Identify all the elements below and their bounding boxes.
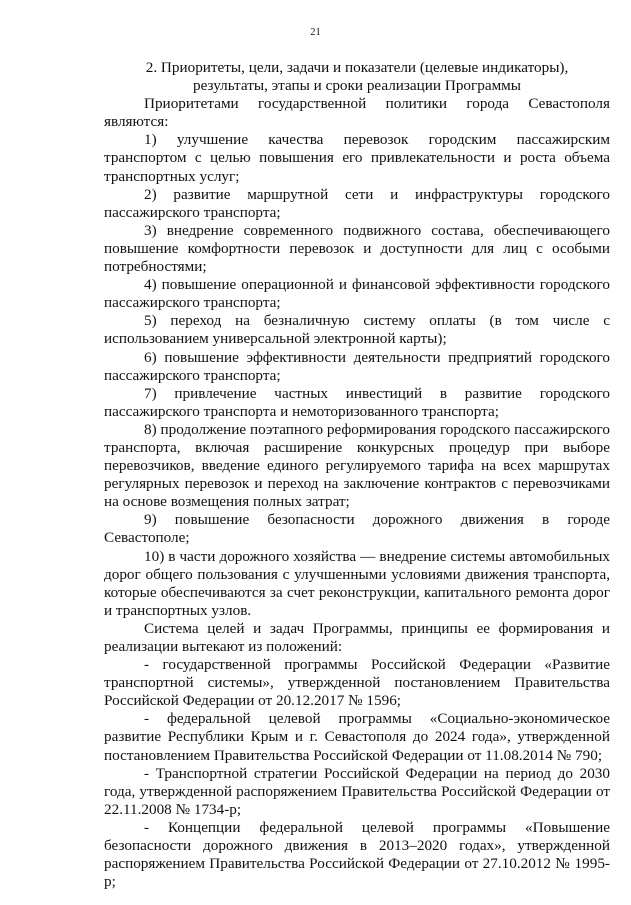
priority-item-3: 3) внедрение современного подвижного состава, обеспечивающего повышение комфортности перевозок и доступности для лиц с особыми потребностями; xyxy=(104,221,610,276)
priority-item-10: 10) в части дорожного хозяйства — внедрение системы автомобильных дорог общего пользования с улучшенными условиями движения транспорта, которые обеспечиваются за счет реконструкции, капитального ремонта дорог и транспортных узлов. xyxy=(104,547,610,619)
priority-item-7: 7) привлечение частных инвестиций в развитие городского пассажирского транспорта и немоторизованного транспорта; xyxy=(104,384,610,420)
priority-item-6: 6) повышение эффективности деятельности предприятий городского пассажирского транспорта; xyxy=(104,348,610,384)
page-number: 21 xyxy=(310,27,321,38)
source-item-4: - Концепции федеральной целевой программы «Повышение безопасности дорожного движения в 2013–2020 годах», утвержденной распоряжением Правительства Российской Федерации от 27.10.2012 № 1995-р; xyxy=(104,818,610,891)
section-heading-line-1: 2. Приоритеты, цели, задачи и показатели (целевые индикаторы), xyxy=(145,59,569,76)
priority-item-5: 5) переход на безналичную систему оплаты (в том числе с использованием универсальной электронной карты); xyxy=(104,312,610,348)
priority-item-4: 4) повышение операционной и финансовой эффективности городского пассажирского транспорта; xyxy=(104,276,610,312)
priority-item-8: 8) продолжение поэтапного реформирования городского пассажирского транспорта, включая расширение конкурсных процедур при выборе перевозчиков, введение единого регулируемого тарифа на всех маршрутах регулярных перевозок и переход на заключение контрактов с перевозчиками на основе возмещения полных затрат; xyxy=(104,420,610,511)
source-item-2: - федеральной целевой программы «Социально-экономическое развитие Республики Крым и г. Севастополя до 2024 года», утвержденной постановлением Правительства Российской Федерации от 11.08.2014 № 790; xyxy=(104,710,610,764)
priorities-intro: Приоритетами государственной политики города Севастополя являются: xyxy=(104,95,610,131)
page-content xyxy=(104,59,610,891)
priority-item-2: 2) развитие маршрутной сети и инфраструктуры городского пассажирского транспорта; xyxy=(104,185,610,221)
section-heading-line-2: результаты, этапы и сроки реализации Программы xyxy=(193,77,521,95)
priority-item-1: 1) улучшение качества перевозок городским пассажирским транспортом с целью повышения его привлекательности и роста объема транспортных услуг; xyxy=(104,131,610,185)
source-item-1: - государственной программы Российской Федерации «Развитие транспортной системы», утвержденной постановлением Правительства Российской Федерации от 20.12.2017 № 1596; xyxy=(104,656,610,710)
system-intro: Система целей и задач Программы, принципы ее формирования и реализации вытекают из положений: xyxy=(104,619,610,655)
source-item-3: - Транспортной стратегии Российской Федерации на период до 2030 года, утвержденной распоряжением Правительства Российской Федерации от 22.11.2008 № 1734-р; xyxy=(104,764,610,818)
priority-item-9: 9) повышение безопасности дорожного движения в городе Севастополе; xyxy=(104,511,610,547)
section-heading xyxy=(104,59,610,95)
